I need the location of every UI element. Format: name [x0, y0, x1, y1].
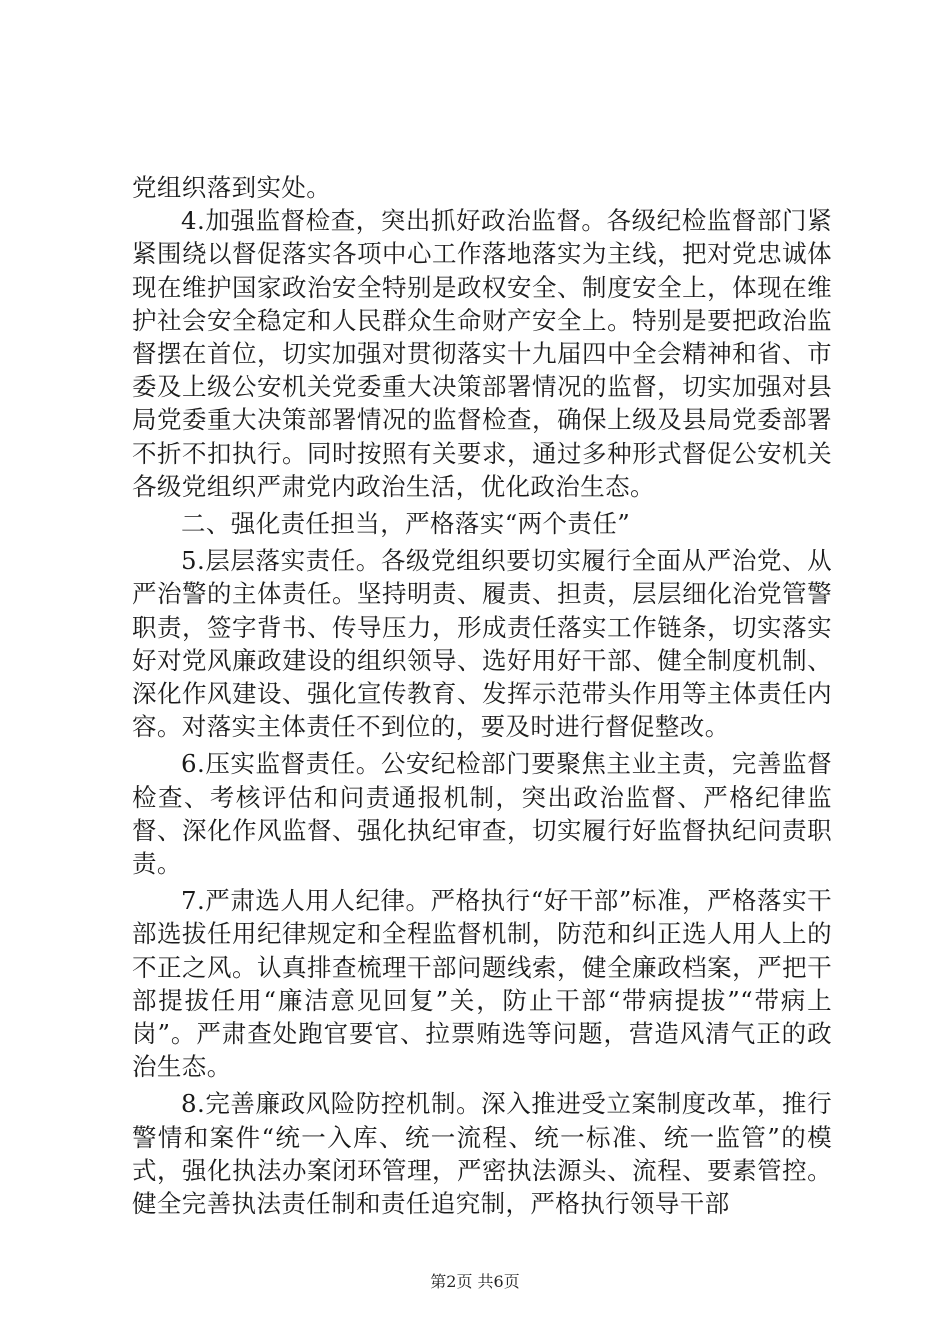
paragraph-item-7: 7.严肃选人用人纪律。严格执行“好干部”标准，严格落实干部选拔任用纪律规定和全程监督机制，防范和纠正选人用人上的不正之风。认真排查梳理干部问题线索，健全廉政档案，严把干部提拔任用“廉洁意见回复”关，防止干部“带病提拔”“带病上岗”。严肃查处跑官要官、拉票贿选等问题，营造风清气正的政治生态。 [132, 886, 832, 1082]
paragraph-item-8: 8.完善廉政风险防控机制。深入推进受立案制度改革，推行警情和案件“统一入库、统一流程、统一标准、统一监管”的模式，强化执法办案闭环管理，严密执法源头、流程、要素管控。健全完善执法责任制和责任追究制，严格执行领导干部 [132, 1089, 832, 1219]
paragraph-continuation: 党组织落到实处。 [132, 173, 332, 202]
paragraph-item-6: 6.压实监督责任。公安纪检部门要聚焦主业主责，完善监督检查、考核评估和问责通报机制，突出政治监督、严格纪律监督、深化作风监督、强化执纪审查，切实履行好监督执纪问责职责。 [132, 749, 832, 879]
paragraph-item-5: 5.层层落实责任。各级党组织要切实履行全面从严治党、从严治警的主体责任。坚持明责、履责、担责，层层细化治党管警职责，签字背书、传导压力，形成责任落实工作链条，切实落实好对党风廉政建设的组织领导、选好用好干部、健全制度机制、深化作风建设、强化宣传教育、发挥示范带头作用等主体责任内容。对落实主体责任不到位的，要及时进行督促整改。 [132, 546, 832, 742]
section-heading-2: 二、强化责任担当，严格落实“两个责任” [181, 509, 631, 539]
page-footer: 第2页 共6页 [430, 1272, 520, 1291]
document-body [132, 171, 832, 1220]
paragraph-item-4: 4.加强监督检查，突出抓好政治监督。各级纪检监督部门紧紧围绕以督促落实各项中心工作落地落实为主线，把对党忠诚体现在维护国家政治安全特别是政权安全、制度安全上，体现在维护社会安全稳定和人民群众生命财产安全上。特别是要把政治监督摆在首位，切实加强对贯彻落实十九届四中全会精神和省、市委及上级公安机关党委重大决策部署情况的监督，切实加强对县局党委重大决策部署情况的监督检查，确保上级及县局党委部署不折不扣执行。同时按照有关要求，通过多种形式督促公安机关各级党组织严肃党内政治生活，优化政治生态。 [132, 206, 832, 501]
